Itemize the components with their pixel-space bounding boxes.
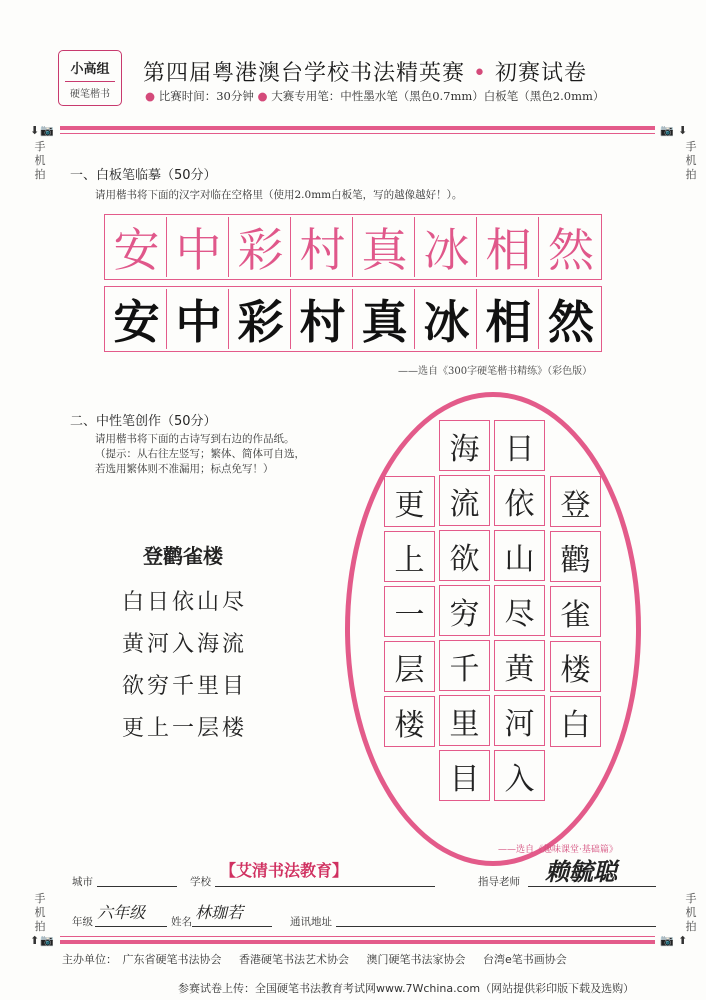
grade-label: 年级 [72, 916, 93, 928]
poem-text [122, 582, 247, 750]
written-char: 相 [479, 289, 539, 349]
address-label: 通讯地址 [290, 916, 332, 928]
title-main: 第四届粤港澳台学校书法精英赛 [143, 61, 466, 86]
work-char: 尽 [494, 585, 545, 636]
work-char: 流 [439, 475, 490, 526]
organizer: 澳门硬笔书法家协会 [366, 953, 466, 966]
work-char: 依 [494, 475, 545, 526]
written-char-grid [104, 286, 602, 352]
page-title [143, 56, 587, 87]
written-char: 真 [355, 289, 415, 349]
badge-divider [65, 81, 115, 82]
city-field[interactable] [97, 886, 177, 887]
poem-line: 黄河入海流 [122, 632, 248, 657]
arrow-down-icon: ⬇ [30, 124, 40, 137]
name-label: 姓名 [171, 916, 192, 928]
exam-rules [145, 88, 604, 104]
side-note-left-bottom: 手机拍 [34, 892, 46, 933]
model-char-grid [104, 214, 602, 280]
badge-script: 硬笔楷书 [70, 89, 110, 100]
section1-heading: 一、白板笔临摹（50分） [70, 168, 217, 183]
work-char: 目 [439, 750, 490, 801]
work-char: 上 [384, 531, 435, 582]
written-char: 冰 [417, 289, 477, 349]
written-char: 中 [169, 289, 229, 349]
work-char: 层 [384, 641, 435, 692]
section2-instruction-line: 请用楷书将下面的古诗写到右边的作品纸。 [95, 433, 295, 445]
section2-heading: 二、中性笔创作（50分） [70, 414, 217, 429]
model-char: 彩 [231, 217, 291, 277]
side-note-left-top: 手机拍 [34, 140, 46, 181]
camera-icon: 📷 [660, 934, 674, 947]
school-label: 学校 [190, 876, 211, 888]
work-char: 登 [550, 476, 601, 527]
organizers [62, 951, 567, 967]
side-note-right-bottom: 手机拍 [685, 892, 697, 933]
school-value: 【艾清书法教育】 [220, 861, 349, 880]
rule-time: 比赛时间：30分钟 [158, 89, 254, 103]
model-char: 冰 [417, 217, 477, 277]
model-char: 相 [479, 217, 539, 277]
section2-instruction-line: 若选用繁体则不准漏用；标点免写！） [95, 463, 274, 475]
work-char: 楼 [384, 696, 435, 747]
work-char: 海 [439, 420, 490, 471]
work-char: 楼 [550, 641, 601, 692]
address-field[interactable] [336, 926, 656, 927]
poem-line: 欲穷千里目 [122, 674, 248, 699]
section1-instruction: 请用楷书将下面的汉字对临在空格里（使用2.0mm白板笔，写的越像越好！）。 [95, 189, 463, 201]
grade-field[interactable] [95, 926, 167, 927]
section2-instruction-line: （提示：从右往左竖写；繁体、简体可自选， [95, 448, 305, 460]
group-badge [58, 50, 122, 106]
work-char: 白 [550, 696, 601, 747]
model-char: 中 [169, 217, 229, 277]
footer-divider-thin [60, 936, 655, 937]
rule-bullet: ● [257, 89, 268, 103]
title-dot: • [473, 61, 487, 86]
section2-source: ——选自《趣味课堂·基础篇》 [498, 845, 618, 855]
organizer: 广东省硬笔书法协会 [122, 953, 222, 966]
grade-value: 六年级 [97, 903, 146, 922]
organizer: 香港硬笔书法艺术协会 [239, 953, 349, 966]
work-char: 山 [494, 530, 545, 581]
work-char: 鹳 [550, 531, 601, 582]
footer-upload-note: 参赛试卷上传：全国硬笔书法教育考试网www.7Wchina.com（网站提供彩印版下载及选购） [178, 982, 635, 995]
camera-icon: 📷 [40, 934, 54, 947]
work-char: 更 [384, 476, 435, 527]
poem-line: 白日依山尽 [122, 590, 248, 615]
model-char: 安 [107, 217, 167, 277]
work-char: 千 [439, 640, 490, 691]
rule-bullet: ● [145, 89, 156, 103]
organizers-label: 主办单位： [62, 953, 117, 966]
model-char: 村 [293, 217, 353, 277]
school-field[interactable] [215, 886, 435, 887]
work-char: 一 [384, 586, 435, 637]
badge-group: 小高组 [70, 62, 110, 77]
work-char: 黄 [494, 640, 545, 691]
work-char: 雀 [550, 586, 601, 637]
written-char: 彩 [231, 289, 291, 349]
work-char: 入 [494, 750, 545, 801]
work-column-3 [439, 420, 490, 805]
arrow-up-icon: ⬆ [678, 934, 688, 947]
poem-title: 登鹳雀楼 [143, 544, 223, 568]
title-sub: 初赛试卷 [495, 61, 588, 86]
work-char: 日 [494, 420, 545, 471]
teacher-value: 赖毓聪 [545, 857, 617, 886]
work-char: 河 [494, 695, 545, 746]
section2-instruction [95, 432, 305, 477]
city-label: 城市 [72, 876, 93, 888]
name-value: 林珈若 [195, 903, 244, 922]
work-char: 里 [439, 695, 490, 746]
arrow-down-icon: ⬇ [678, 124, 688, 137]
work-column-4 [384, 476, 435, 751]
camera-icon: 📷 [660, 124, 674, 137]
rule-pen: 大赛专用笔：中性墨水笔（黑色0.7mm）白板笔（黑色2.0mm） [271, 89, 605, 103]
teacher-field[interactable] [528, 886, 656, 887]
name-field[interactable] [192, 926, 272, 927]
header-divider [60, 126, 655, 130]
written-char: 然 [548, 295, 594, 349]
teacher-label: 指导老师 [478, 876, 520, 888]
arrow-up-icon: ⬆ [30, 934, 40, 947]
model-char: 真 [355, 217, 415, 277]
work-char: 穷 [439, 585, 490, 636]
work-column-1 [550, 476, 601, 751]
work-char: 欲 [439, 530, 490, 581]
side-note-right-top: 手机拍 [685, 140, 697, 181]
section1-source: ——选自《300字硬笔楷书精练》（彩色版） [398, 366, 593, 377]
written-char: 村 [293, 289, 353, 349]
written-char: 安 [107, 289, 167, 349]
footer-divider [60, 940, 655, 944]
model-char: 然 [548, 223, 594, 277]
organizer: 台湾e笔书画协会 [483, 953, 567, 966]
header-divider-thin [60, 133, 655, 134]
camera-icon: 📷 [40, 124, 54, 137]
work-column-2 [494, 420, 545, 805]
poem-line: 更上一层楼 [122, 716, 248, 741]
